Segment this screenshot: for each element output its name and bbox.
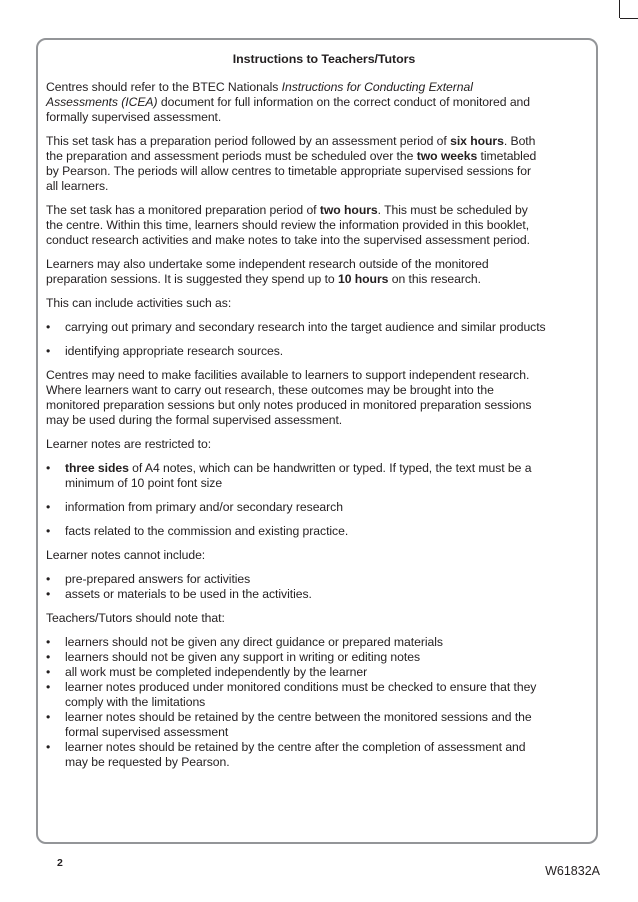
ten-hours-emphasis: 10 hours xyxy=(337,272,389,286)
periods-text-mid: . Both the preparation and assessment periods must be scheduled over the xyxy=(46,134,536,163)
paragraph-periods xyxy=(46,134,546,194)
paragraph-preparation xyxy=(46,203,546,248)
periods-text-end: timetabled by Pearson. The periods will allow centres to timetable appropriate supervised sessions for all learners. xyxy=(46,149,537,193)
two-hours-emphasis: two hours xyxy=(319,203,378,217)
preparation-text-start: The set task has a monitored preparation period of xyxy=(46,203,320,217)
document-code: W61832A xyxy=(545,864,600,878)
tutor-notes-list xyxy=(46,635,546,770)
list-item: • assets or materials to be used in the activities. xyxy=(46,587,546,602)
three-sides-emphasis: three sides xyxy=(65,461,129,475)
icea-text-start: Centres should refer to the BTEC Nationals xyxy=(46,80,282,94)
icea-text-end: document for full information on the correct conduct of monitored and formally supervised assessment. xyxy=(46,95,531,124)
crop-mark-horizontal xyxy=(620,18,638,19)
research-text-start: Learners may also undertake some independent research outside of the monitored preparation sessions. It is suggested they spend up to xyxy=(46,257,489,286)
list-item: • pre-prepared answers for activities xyxy=(46,572,546,587)
research-text-end: on this research. xyxy=(388,272,481,286)
instructions-content xyxy=(46,52,546,779)
list-item: • identifying appropriate research sources. xyxy=(46,344,546,359)
list-item: • learners should not be given any support in writing or editing notes xyxy=(46,650,546,665)
three-sides-text: of A4 notes, which can be handwritten or typed. If typed, the text must be a minimum of 10 point font size xyxy=(65,461,532,490)
crop-mark-vertical xyxy=(619,0,620,18)
paragraph-cannot-intro: Learner notes cannot include: xyxy=(46,548,206,562)
list-item: • all work must be completed independently by the learner xyxy=(46,665,546,680)
paragraph-icea xyxy=(46,80,546,125)
paragraph-restricted-intro: Learner notes are restricted to: xyxy=(46,437,212,451)
preparation-text-end: . This must be scheduled by the centre. Within this time, learners should review the information provided in this booklet, conduct research activities and make notes to take into the supervised assessment period. xyxy=(46,203,530,247)
paragraph-activities-intro: This can include activities such as: xyxy=(46,296,232,310)
two-weeks-emphasis: two weeks xyxy=(416,149,478,163)
list-item: • carrying out primary and secondary research into the target audience and similar products xyxy=(46,320,546,335)
cannot-list xyxy=(46,572,546,602)
list-item: • information from primary and/or secondary research xyxy=(46,500,546,515)
list-item: • learners should not be given any direct guidance or prepared materials xyxy=(46,635,546,650)
list-item xyxy=(46,461,546,491)
paragraph-tutors-intro: Teachers/Tutors should note that: xyxy=(46,611,225,625)
list-item: • learner notes should be retained by the centre after the completion of assessment and may be requested by Pearson. xyxy=(46,740,546,770)
paragraph-independent-research xyxy=(46,257,546,287)
restricted-list xyxy=(46,461,546,539)
activities-list xyxy=(46,320,546,359)
paragraph-facilities: Centres may need to make facilities available to learners to support independent research. Where learners want to carry out research, these outcomes may be brought into the monitored preparation sessions but only notes produced in monitored preparation sessions may be used during the formal supervised assessment. xyxy=(46,368,532,427)
list-item: • learner notes should be retained by the centre between the monitored sessions and the formal supervised assessment xyxy=(46,710,546,740)
six-hours-emphasis: six hours xyxy=(450,134,504,148)
list-item: • facts related to the commission and existing practice. xyxy=(46,524,546,539)
periods-text-start: This set task has a preparation period followed by an assessment period of xyxy=(46,134,451,148)
page-number: 2 xyxy=(57,857,63,869)
list-item: • learner notes produced under monitored conditions must be checked to ensure that they comply with the limitations xyxy=(46,680,546,710)
page-title: Instructions to Teachers/Tutors xyxy=(232,52,416,66)
icea-document-title: Instructions for Conducting External Assessments (ICEA) xyxy=(46,80,473,109)
